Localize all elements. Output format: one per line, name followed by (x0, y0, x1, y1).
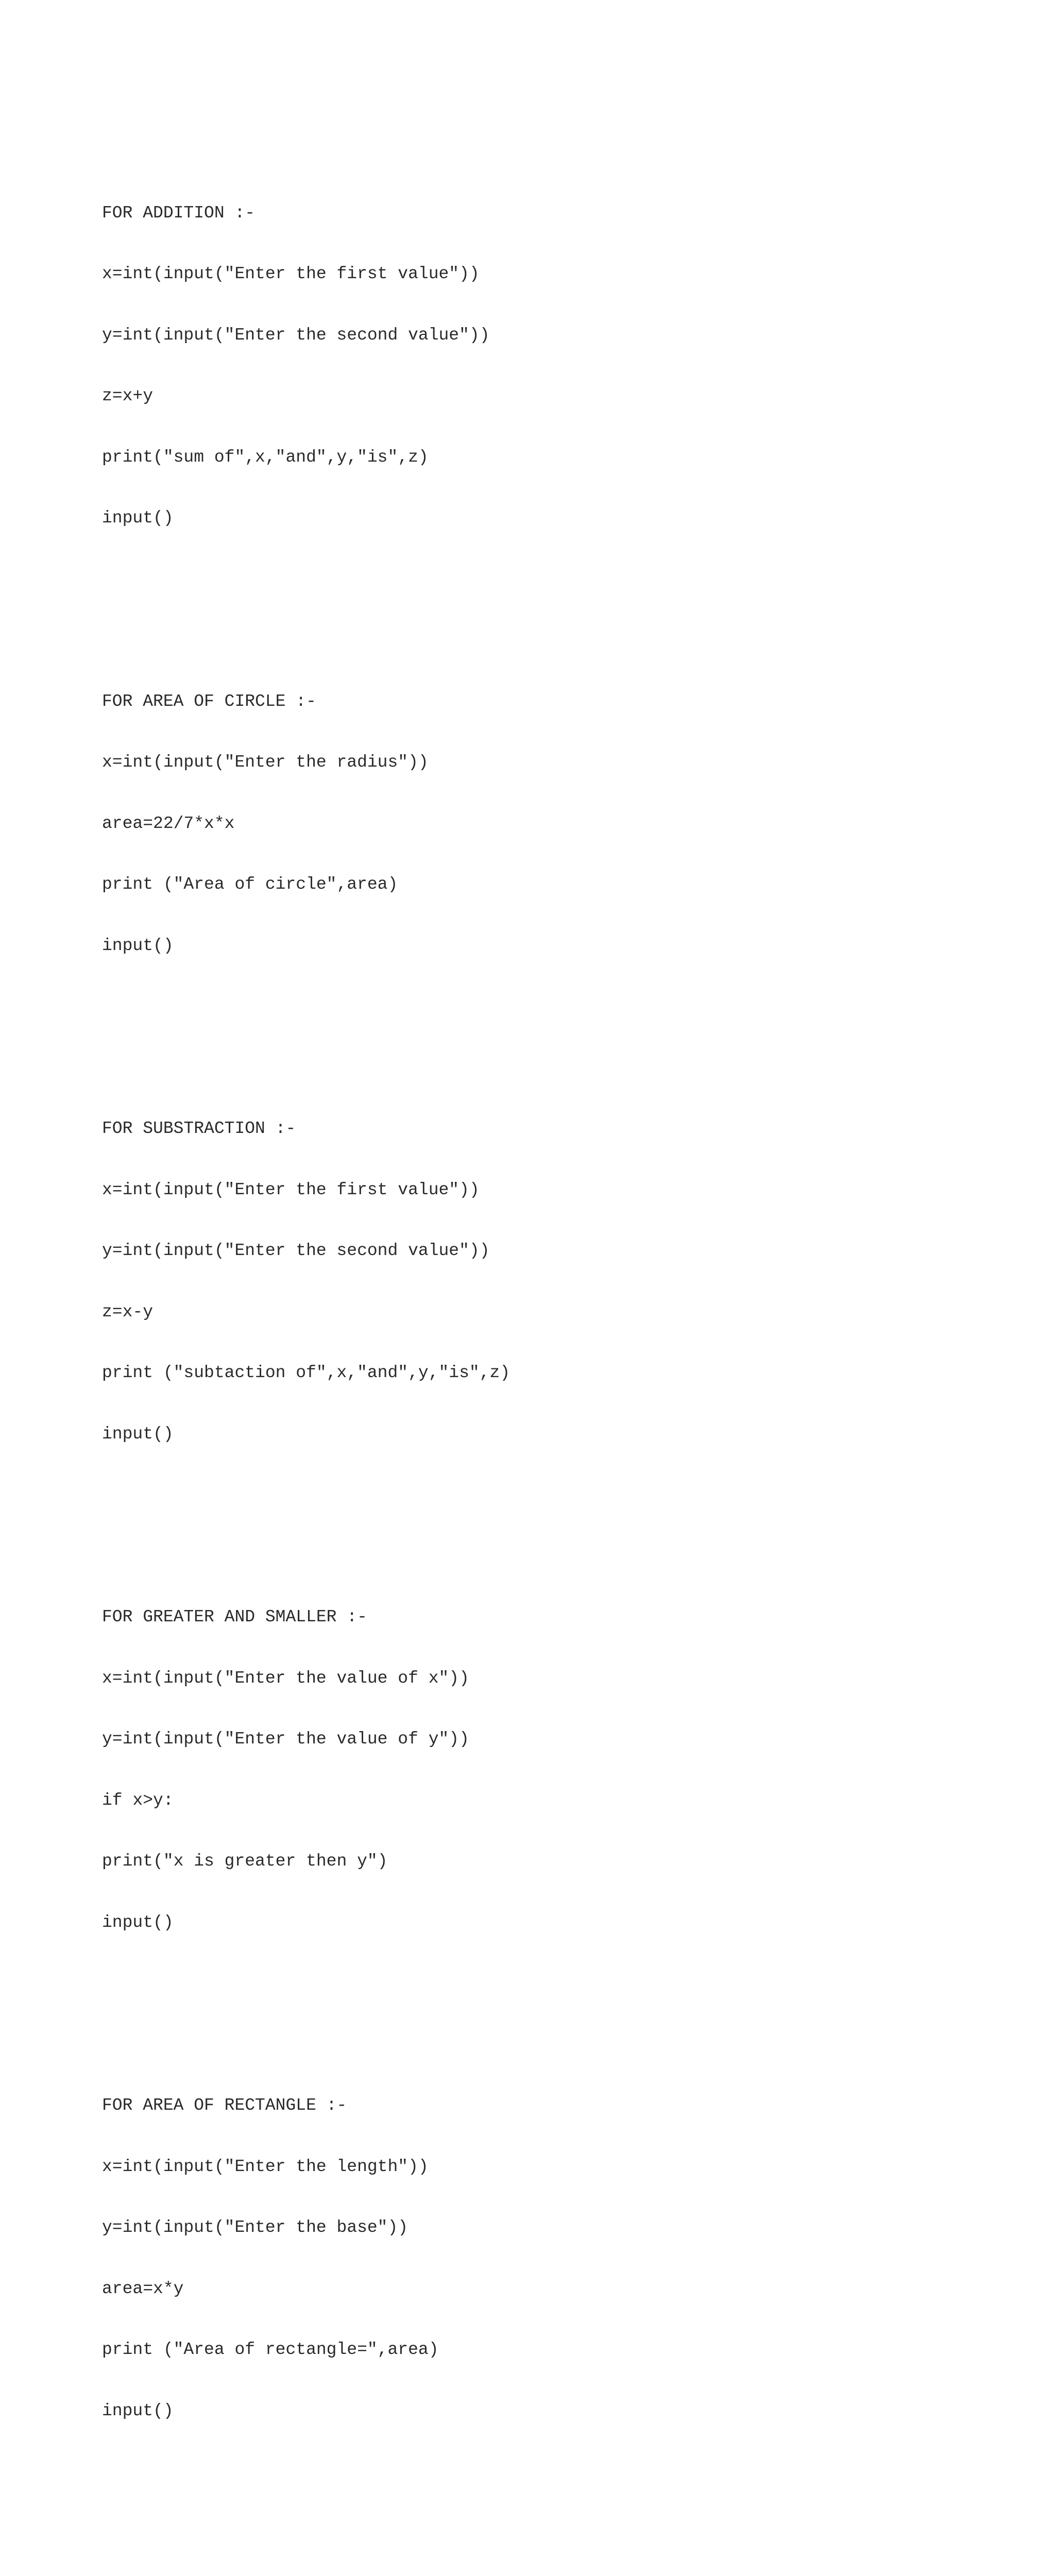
code-line: print ("subtaction of",x,"and",y,"is",z) (102, 1363, 511, 1382)
code-block-average (102, 2543, 602, 2576)
code-line: input() (102, 2401, 174, 2420)
code-line: input() (102, 1424, 174, 1444)
code-line: x=int(input("Enter the value of x")) (102, 1668, 469, 1688)
code-line: area=x*y (102, 2279, 184, 2298)
code-line: print("sum of",x,"and",y,"is",z) (102, 447, 429, 467)
code-line: z=x+y (102, 386, 154, 405)
code-block-subtraction (102, 1078, 602, 1485)
code-line: print ("Area of circle",area) (102, 875, 398, 894)
code-line: x=int(input("Enter the length")) (102, 2157, 429, 2176)
code-line: y=int(input("Enter the second value")) (102, 325, 490, 345)
code-block-greater-and-smaller (102, 1566, 602, 1973)
code-listing (102, 101, 602, 2576)
code-block-addition (102, 162, 602, 569)
code-line: input() (102, 509, 174, 528)
section-heading: FOR AREA OF RECTANGLE :- (102, 2096, 347, 2115)
code-line: print ("Area of rectangle=",area) (102, 2340, 439, 2359)
section-heading: FOR GREATER AND SMALLER :- (102, 1607, 367, 1626)
code-line: print("x is greater then y") (102, 1852, 388, 1871)
code-line: x=int(input("Enter the radius")) (102, 753, 429, 772)
code-line: if x>y: (102, 1790, 174, 1810)
code-line: y=int(input("Enter the value of y")) (102, 1730, 469, 1749)
section-heading: FOR SUBSTRACTION :- (102, 1119, 296, 1138)
section-heading: FOR AREA OF CIRCLE :- (102, 691, 316, 711)
code-line: input() (102, 936, 174, 955)
code-block-area-of-circle (102, 651, 602, 997)
code-line: y=int(input("Enter the base")) (102, 2218, 409, 2237)
code-line: x=int(input("Enter the first value")) (102, 1180, 480, 1199)
code-block-area-of-rectangle (102, 2055, 602, 2462)
section-heading: FOR ADDITION :- (102, 203, 256, 223)
code-line: x=int(input("Enter the first value")) (102, 264, 480, 283)
code-line: input() (102, 1912, 174, 1932)
code-line: area=22/7*x*x (102, 814, 235, 833)
code-line: y=int(input("Enter the second value")) (102, 1241, 490, 1260)
code-line: z=x-y (102, 1302, 154, 1321)
